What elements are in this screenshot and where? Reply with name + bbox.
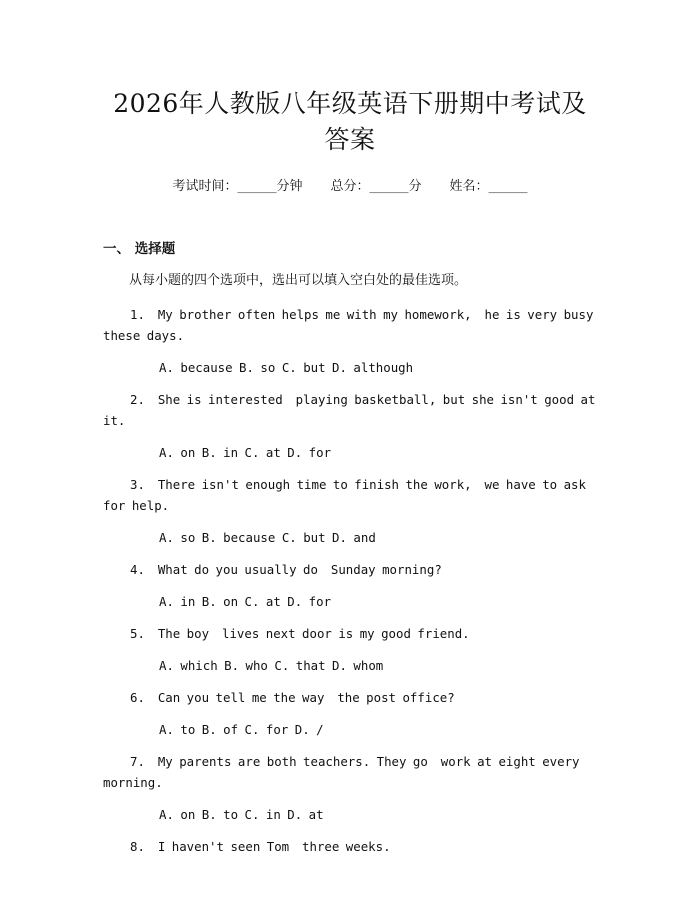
question-stem: My parents are both teachers. They go work at eight every morning. bbox=[103, 754, 586, 790]
exam-time-label: 考试时间：______分钟 bbox=[172, 179, 303, 194]
question-text bbox=[103, 304, 600, 346]
question-options: A. which B. who C. that D. whom bbox=[159, 658, 384, 673]
question-item bbox=[103, 623, 597, 676]
question-item bbox=[103, 751, 597, 825]
section-instructions: 从每小题的四个选项中，选出可以填入空白处的最佳选项。 bbox=[129, 273, 468, 288]
question-number: 4. bbox=[130, 562, 145, 577]
question-item bbox=[103, 474, 597, 548]
section-heading: 一、 选择题 bbox=[103, 241, 176, 257]
question-stem: The boy lives next door is my good friend. bbox=[157, 626, 470, 641]
question-item bbox=[103, 304, 600, 378]
question-options: A. on B. to C. in D. at bbox=[159, 807, 324, 822]
question-stem: What do you usually do Sunday morning? bbox=[157, 562, 442, 577]
question-number: 5. bbox=[130, 626, 145, 641]
question-number: 1. bbox=[130, 307, 145, 322]
question-text bbox=[103, 623, 597, 644]
question-stem: There isn't enough time to finish the work, we have to ask for help. bbox=[103, 477, 593, 513]
question-text bbox=[103, 751, 597, 793]
question-options: A. on B. in C. at D. for bbox=[159, 445, 332, 460]
question-options: A. because B. so C. but D. although bbox=[159, 360, 414, 375]
question-item bbox=[103, 389, 602, 463]
question-options: A. to B. of C. for D. / bbox=[159, 722, 324, 737]
question-options: A. so B. because C. but D. and bbox=[159, 530, 376, 545]
question-number: 8. bbox=[130, 839, 145, 854]
question-number: 6. bbox=[130, 690, 145, 705]
question-text bbox=[103, 559, 597, 580]
question-stem: Can you tell me the way the post office? bbox=[157, 690, 455, 705]
question-item bbox=[103, 836, 597, 857]
question-number: 7. bbox=[130, 754, 145, 769]
total-score-label: 总分：______分 bbox=[330, 179, 422, 194]
question-text bbox=[103, 474, 597, 516]
question-number: 2. bbox=[130, 392, 145, 407]
student-name-label: 姓名：______ bbox=[449, 179, 528, 194]
question-number: 3. bbox=[130, 477, 145, 492]
question-list bbox=[103, 304, 602, 857]
page-title: 2026年人教版八年级英语下册期中考试及答案 bbox=[113, 89, 587, 154]
question-text bbox=[103, 687, 597, 708]
question-text bbox=[103, 836, 597, 857]
question-stem: I haven't seen Tom three weeks. bbox=[157, 839, 391, 854]
exam-meta-line bbox=[103, 178, 597, 196]
question-options: A. in B. on C. at D. for bbox=[159, 594, 332, 609]
question-item bbox=[103, 559, 597, 612]
question-text bbox=[103, 389, 602, 431]
question-item bbox=[103, 687, 597, 740]
question-stem: My brother often helps me with my homework, he is very busy these days. bbox=[103, 307, 600, 343]
question-stem: She is interested playing basketball, but she isn't good at it. bbox=[103, 392, 602, 428]
